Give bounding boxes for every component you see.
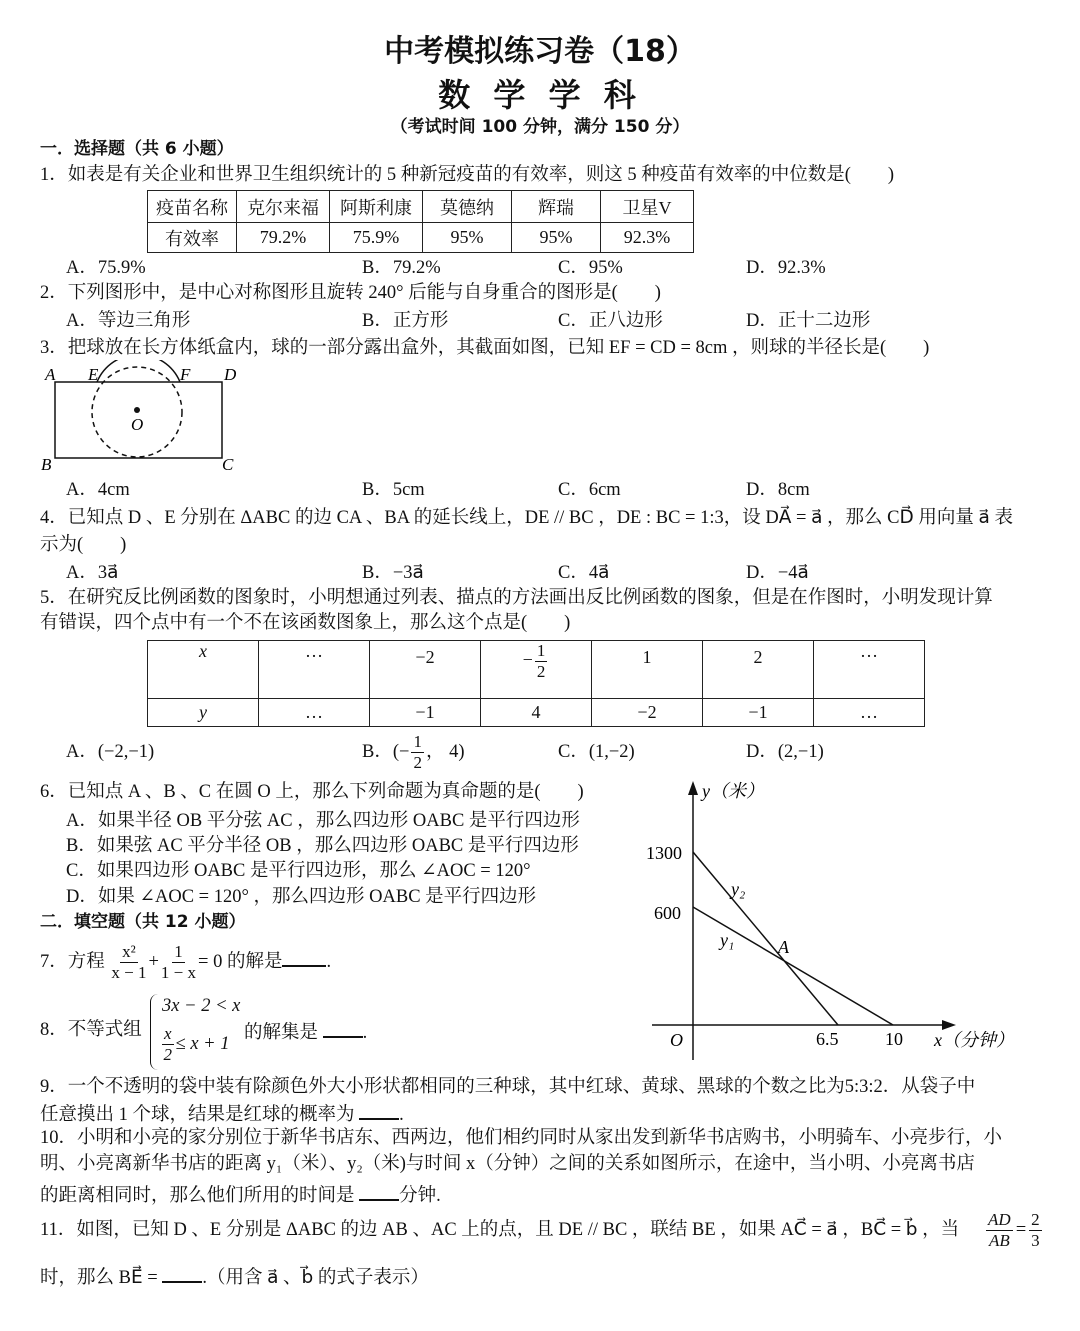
line-y1: [693, 907, 893, 1025]
y-axis-arrow: [688, 781, 698, 795]
option-b: [362, 730, 464, 774]
option-a: A．75.9%: [66, 258, 146, 278]
ratio-fraction: [984, 1208, 1044, 1252]
series-label-y1: y₁: [720, 930, 735, 950]
table-cell: 莫德纳: [423, 191, 512, 223]
table-cell: 有效率: [148, 223, 237, 253]
table-cell: x: [148, 641, 259, 699]
table-cell: …: [814, 699, 925, 727]
option-b: B．如果弦 AC 平分半径 OB ，那么四边形 OABC 是平行四边形: [66, 836, 579, 856]
plus-sign: +: [148, 952, 159, 972]
option-d: D．8cm: [746, 480, 810, 500]
option-b: B．79.2%: [362, 258, 441, 278]
table-cell: 疫苗名称: [148, 191, 237, 223]
table-cell: 克尔来福: [237, 191, 330, 223]
table-cell: −2: [592, 699, 703, 727]
question-7: [40, 940, 331, 984]
option-b: B．正方形: [362, 311, 449, 331]
table-cell: y: [148, 699, 259, 727]
table-cell: 卫星V: [601, 191, 694, 223]
answer-blank[interactable]: [282, 947, 326, 967]
page-title: 中考模拟练习卷（18）: [384, 34, 696, 69]
series-label-y2: y₂: [731, 879, 746, 899]
option-d: D．正十二边形: [746, 311, 871, 331]
option-c: C．95%: [558, 258, 623, 278]
q11-text: 时，那么 BE⃗ =: [40, 1268, 158, 1288]
question-6: 6．已知点 A 、B 、C 在圆 O 上，那么下列命题为真命题的是( ): [40, 782, 584, 802]
option-b: B．−3a⃗: [362, 563, 424, 583]
option-a: A．等边三角形: [66, 311, 191, 331]
numerator: 1: [413, 732, 422, 752]
numerator: 2: [1031, 1210, 1040, 1230]
xy-table: [147, 640, 925, 727]
label-e: E: [88, 365, 99, 384]
origin-label: O: [670, 1030, 683, 1050]
table-cell: …: [814, 641, 925, 699]
question-10-cont2: [40, 1181, 441, 1208]
option-b-suffix: ， 4): [425, 742, 465, 762]
label-b: B: [41, 455, 52, 474]
distance-time-graph: [640, 775, 1080, 1070]
option-a: A．如果半径 OB 平分弦 AC ，那么四边形 OABC 是平行四边形: [66, 811, 580, 831]
q10-suffix: 分钟.: [399, 1186, 441, 1206]
question-10-cont: 明、小亮离新华书店的距离 y₁（米）、y₂（米)与时间 x（分钟）之间的关系如图所示，在途中，当小明、小亮离书店: [40, 1154, 975, 1174]
ball-box-figure: [0, 360, 260, 475]
option-b-prefix: B．(−: [362, 742, 410, 762]
table-cell: 1: [592, 641, 703, 699]
y-axis-label: y（米）: [702, 781, 764, 801]
equals: =: [1014, 1220, 1028, 1240]
table-cell: 4: [481, 699, 592, 727]
denominator: 1 − x: [160, 963, 197, 983]
denominator: 2: [163, 1045, 173, 1064]
option-c: C．正八边形: [558, 311, 663, 331]
label-c: C: [222, 455, 234, 474]
x-axis-arrow: [942, 1020, 956, 1030]
question-1: 1．如表是有关企业和世界卫生组织统计的 5 种新冠疫苗的有效率，则这 5 种疫苗有效率的中位数是( ): [40, 165, 895, 185]
label-f: F: [180, 365, 191, 384]
answer-blank[interactable]: [162, 1263, 202, 1283]
question-8-label: 8．不等式组: [40, 1020, 142, 1040]
section-heading: 一．选择题（共 6 小题）: [40, 139, 234, 159]
option-c: C．(1,−2): [558, 742, 635, 762]
y-tick-600: 600: [654, 903, 681, 923]
denominator: 3: [1031, 1231, 1040, 1251]
period: .: [326, 952, 332, 972]
label-d: D: [224, 365, 237, 384]
q11-suffix: .（用含 a⃗ 、b⃗ 的式子表示）: [202, 1268, 429, 1288]
denominator: 2: [413, 753, 422, 773]
x-tick-6.5: 6.5: [816, 1029, 839, 1049]
q9-text: 任意摸出 1 个球，结果是红球的概率为: [40, 1105, 355, 1125]
option-a: A．(−2,−1): [66, 742, 155, 762]
line-y2: [693, 852, 838, 1025]
inequality-1: 3x − 2 < x: [162, 996, 241, 1016]
brace: [150, 994, 159, 1070]
option-d: D．92.3%: [746, 258, 826, 278]
option-c: C．6cm: [558, 480, 621, 500]
label-a: A: [45, 365, 56, 384]
x-tick-10: 10: [885, 1029, 903, 1049]
x-axis-label: x（分钟）: [934, 1030, 1014, 1050]
question-11: 11．如图，已知 D 、E 分别是 ΔABC 的边 AB 、AC 上的点，且 DE // BC ，联结 BE ，如果 AC⃗ = a⃗ ，BC⃗ = b⃗ ，当: [40, 1220, 960, 1240]
question-9-cont: [40, 1100, 404, 1127]
question-5-cont: 有错误，四个点中有一个不在该函数图象上，那么这个点是( ): [40, 613, 571, 633]
option-c: C．如果四边形 OABC 是平行四边形，那么 ∠AOC = 120°: [66, 861, 531, 881]
question-8-suffix: [244, 1018, 367, 1045]
question-5: 5．在研究反比例函数的图象时，小明想通过列表、描点的方法画出反比例函数的图象，但是在作图时，小明发现计算: [40, 588, 993, 608]
section-heading: 二．填空题（共 12 小题）: [40, 912, 246, 932]
option-c: C．4a⃗: [558, 563, 610, 583]
answer-blank[interactable]: [359, 1181, 399, 1201]
table-cell: −2: [370, 641, 481, 699]
vaccine-table: [147, 190, 694, 253]
question-3: 3．把球放在长方体纸盒内，球的一部分露出盒外，其截面如图，已知 EF = CD = 8cm ，则球的半径长是( ): [40, 338, 930, 358]
question-4-cont: 示为( ): [40, 535, 127, 555]
intersection-label: A: [778, 937, 789, 957]
question-10: 10．小明和小亮的家分别位于新华书店东、西两边，他们相约同时从家出发到新华书店购书，小明骑车、小亮步行，小: [40, 1128, 1003, 1148]
option-a: A．4cm: [66, 480, 130, 500]
question-9: 9．一个不透明的袋中装有除颜色外大小形状都相同的三种球，其中红球、黄球、黑球的个数之比为5:3:2．从袋子中: [40, 1077, 976, 1097]
numerator: x: [164, 1024, 172, 1043]
option-b: B．5cm: [362, 480, 425, 500]
inequality-2: [160, 1024, 230, 1065]
q8-suffix-text: 的解集是: [244, 1023, 319, 1043]
q10-text: 的距离相同时，那么他们所用的时间是: [40, 1186, 355, 1206]
table-cell: 阿斯利康: [330, 191, 423, 223]
option-a: A．3a⃗: [66, 563, 119, 583]
table-cell: 95%: [512, 223, 601, 253]
question-2: 2．下列图形中，是中心对称图形且旋转 240° 后能与自身重合的图形是( ): [40, 283, 661, 303]
denominator: AB: [988, 1231, 1010, 1251]
y-tick-1300: 1300: [646, 843, 682, 863]
table-cell: …: [259, 641, 370, 699]
question-11-cont: [40, 1263, 429, 1290]
table-cell: …: [259, 699, 370, 727]
q7-suffix: = 0 的解是: [198, 952, 283, 972]
option-d: D．如果 ∠AOC = 120° ，那么四边形 OABC 是平行四边形: [66, 887, 537, 907]
subject-title: 数 学 学 科: [438, 76, 642, 114]
period: .: [362, 1023, 368, 1043]
denominator: 2: [536, 662, 546, 681]
inequality-2-rhs: ≤ x + 1: [175, 1033, 230, 1054]
answer-blank[interactable]: [359, 1100, 399, 1120]
table-cell: 75.9%: [330, 223, 423, 253]
answer-blank[interactable]: [323, 1018, 363, 1038]
numerator: 1: [536, 641, 546, 660]
label-o: O: [131, 415, 144, 434]
denominator: x − 1: [111, 963, 147, 983]
q7-prefix: 7．方程: [40, 952, 105, 972]
minus-sign: −: [522, 649, 533, 670]
table-cell: −1: [370, 699, 481, 727]
period: .: [399, 1105, 404, 1125]
table-cell: −1: [703, 699, 814, 727]
table-cell: 95%: [423, 223, 512, 253]
table-cell: 辉瑞: [512, 191, 601, 223]
question-4: 4．已知点 D 、E 分别在 ΔABC 的边 CA 、BA 的延长线上，DE // BC ，DE : BC = 1:3，设 DA⃗ = a⃗ ，那么 CD⃗ 用向量 a⃗ 表: [40, 508, 1013, 528]
numerator: x²: [122, 942, 136, 962]
numerator: 1: [174, 942, 183, 962]
table-cell: 2: [703, 641, 814, 699]
table-cell: 92.3%: [601, 223, 694, 253]
numerator: AD: [988, 1210, 1011, 1230]
option-d: D．(2,−1): [746, 742, 824, 762]
table-cell: [481, 641, 592, 699]
option-d: D．−4a⃗: [746, 563, 809, 583]
exam-info: （考试时间 100 分钟，满分 150 分）: [390, 117, 690, 137]
table-cell: 79.2%: [237, 223, 330, 253]
